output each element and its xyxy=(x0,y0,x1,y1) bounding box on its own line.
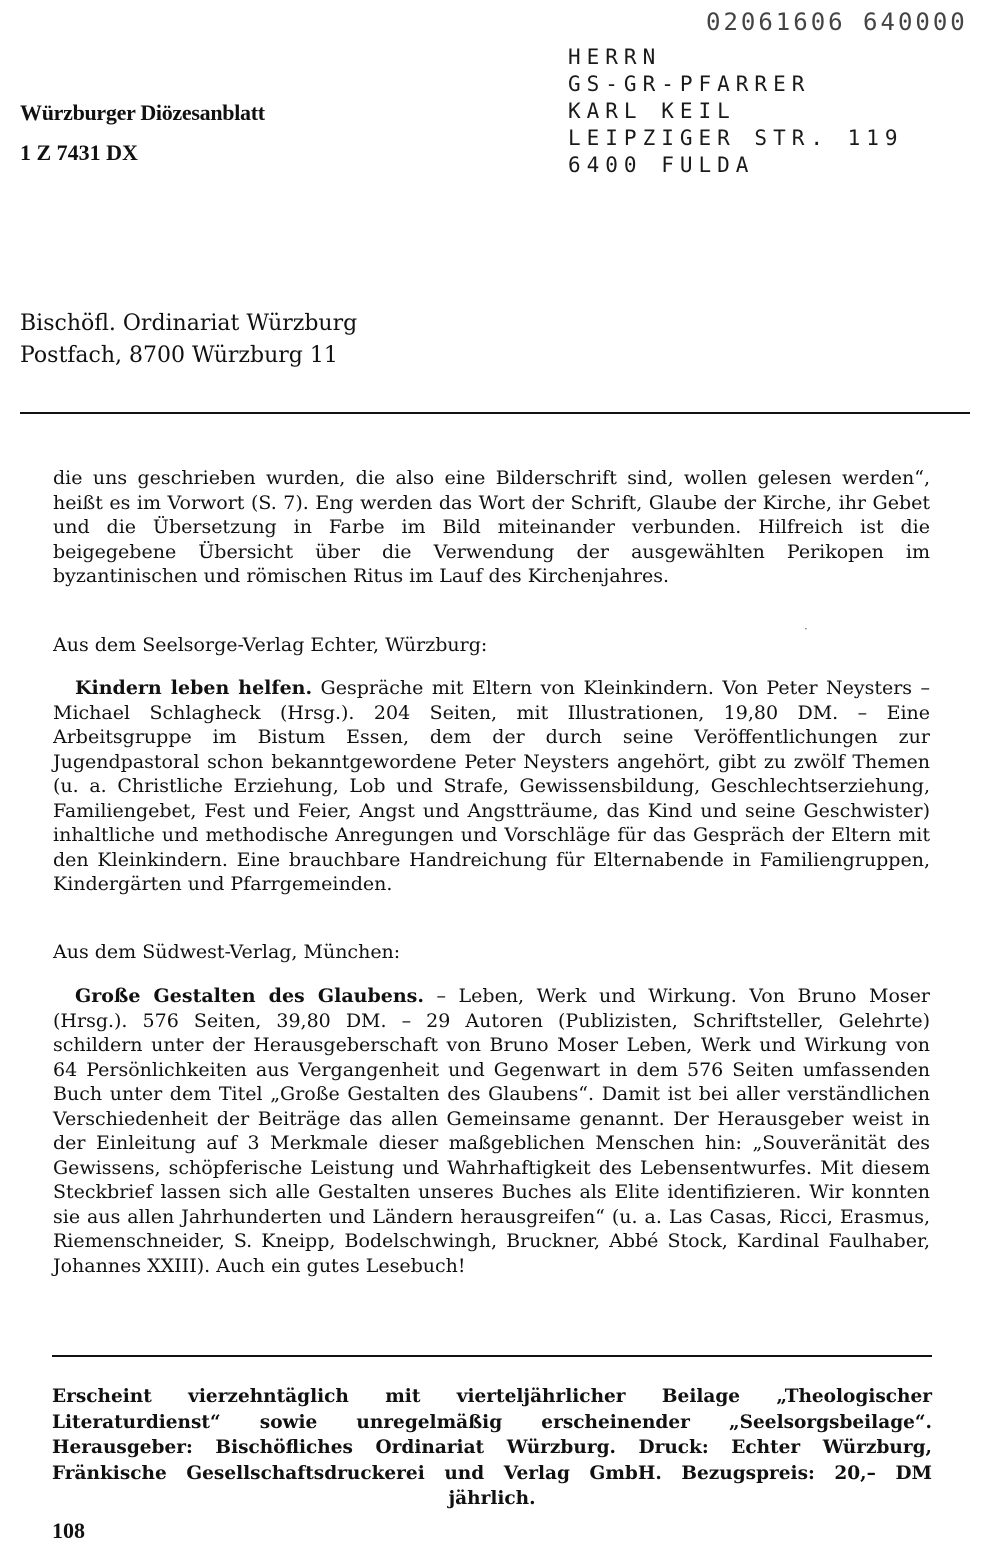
footer-divider xyxy=(52,1355,932,1357)
book-review-text: – Leben, Werk und Wirkung. Von Bruno Moser (Hrsg.). 576 Seiten, 39,80 DM. – 29 Autoren (Publizisten, Schriftsteller, Gelehrte) schildern unter der Herausgeberschaft von Bruno Moser Leben, Werk und Wirkung von 64 Persönlichkeiten aus Vergangenheit und Gegenwart in dem 576 Seiten umfassenden Buch unter dem Titel „Große Gestalten des Glaubens“. Damit ist bei aller verständlichen Verschiedenheit der Beiträge das allen Gemeinsame genannt. Der Herausgeber weist in der Einleitung auf 3 Merkmale dieser maßgeblichen Menschen hin: „Souveränität des Gewissens, schöpferische Leistung und Wahrhaftigkeit des Lebensentwurfes. Mit diesem Steckbrief lassen sich alle Gestalten unseres Buches als Elite identifizieren. Wir konnten sie aus allen Jahrhunderten und Ländern herausgreifen“ (u. a. Las Casas, Ricci, Erasmus, Riemenschneider, S. Kneipp, Bodelschwingh, Bruckner, Abbé Stock, Kardinal Faulhaber, Johannes XXIII). Auch ein gutes Lesebuch! xyxy=(53,985,930,1277)
page-number: 108 xyxy=(52,1518,85,1543)
address-line-salutation: HERRN xyxy=(568,45,662,69)
book-title: Große Gestalten des Glaubens. xyxy=(75,985,424,1007)
section-heading-suedwest: Aus dem Südwest-Verlag, München: xyxy=(53,941,401,963)
publication-imprint: Erscheint vierzehntäglich mit vierteljährlicher Beilage „Theologischer Literaturdienst“ sowie unregelmäßig erscheinender „Seelsorgsbeilage“. Herausgeber: Bischöfliches Ordinariat Würzburg. Druck: Echter Würzburg, Fränkische Gesellschaftsdruckerei und Verlag GmbH. Bezugspreis: 20,– DM jährlich. xyxy=(52,1386,932,1509)
book-review-text: Gespräche mit Eltern von Kleinkindern. Von Peter Neysters – Michael Schlagheck (Hrsg.). 204 Seiten, mit Illustrationen, 19,80 DM. – Eine Arbeitsgruppe im Bistum Essen, dem der durch seine Veröffentlichungen zur Jugendpastoral schon bekanntgewordene Peter Neysters angehört, gibt zu zwölf Themen (u. a. Christliche Erziehung, Lob und Strafe, Gewissensbildung, Geschlechtserziehung, Familiengebet, Fest und Feier, Angst und Angstträume, das Kind und seine Geschwister) inhaltliche und methodische Anregungen und Vorschläge für das Gespräch der Eltern mit den Kleinkindern. Eine brauchbare Handreichung für Elternabende in Familiengruppen, Kindergärten und Pfarrgemeinden. xyxy=(53,677,930,895)
header-divider xyxy=(20,412,970,414)
sender-postal-address: Postfach, 8700 Würzburg 11 xyxy=(20,343,338,368)
section-heading-echter: Aus dem Seelsorge-Verlag Echter, Würzburg: xyxy=(53,634,488,656)
continued-paragraph: die uns geschrieben wurden, die also eine Bilderschrift sind, wollen gelesen werden“, heißt es im Vorwort (S. 7). Eng werden das Wort der Schrift, Glaube der Kirche, ihr Gebet und die Übersetzung in Farbe im Bild miteinander verbunden. Hilfreich ist die beigegebene Übersicht über die Verwendung der ausgewählten Perikopen im byzantinischen und römischen Ritus im Lauf des Kirchenjahres. xyxy=(53,467,930,587)
address-line-title: GS-GR-PFARRER xyxy=(568,72,811,96)
address-code: 02061606 640000 xyxy=(706,8,968,36)
address-line-city: 6400 FULDA xyxy=(568,153,755,177)
book-review-entry xyxy=(53,676,930,897)
speck-mark-icon: · xyxy=(804,622,808,636)
book-review-entry xyxy=(53,984,930,1278)
address-label xyxy=(568,44,904,179)
sender-office: Bischöfl. Ordinariat Würzburg xyxy=(20,311,358,336)
address-line-street: LEIPZIGER STR. 119 xyxy=(568,126,904,150)
book-title: Kindern leben helfen. xyxy=(75,677,313,699)
publication-title: Würzburger Diözesanblatt xyxy=(20,100,265,125)
publication-code: 1 Z 7431 DX xyxy=(20,140,138,165)
address-line-name: KARL KEIL xyxy=(568,99,736,123)
